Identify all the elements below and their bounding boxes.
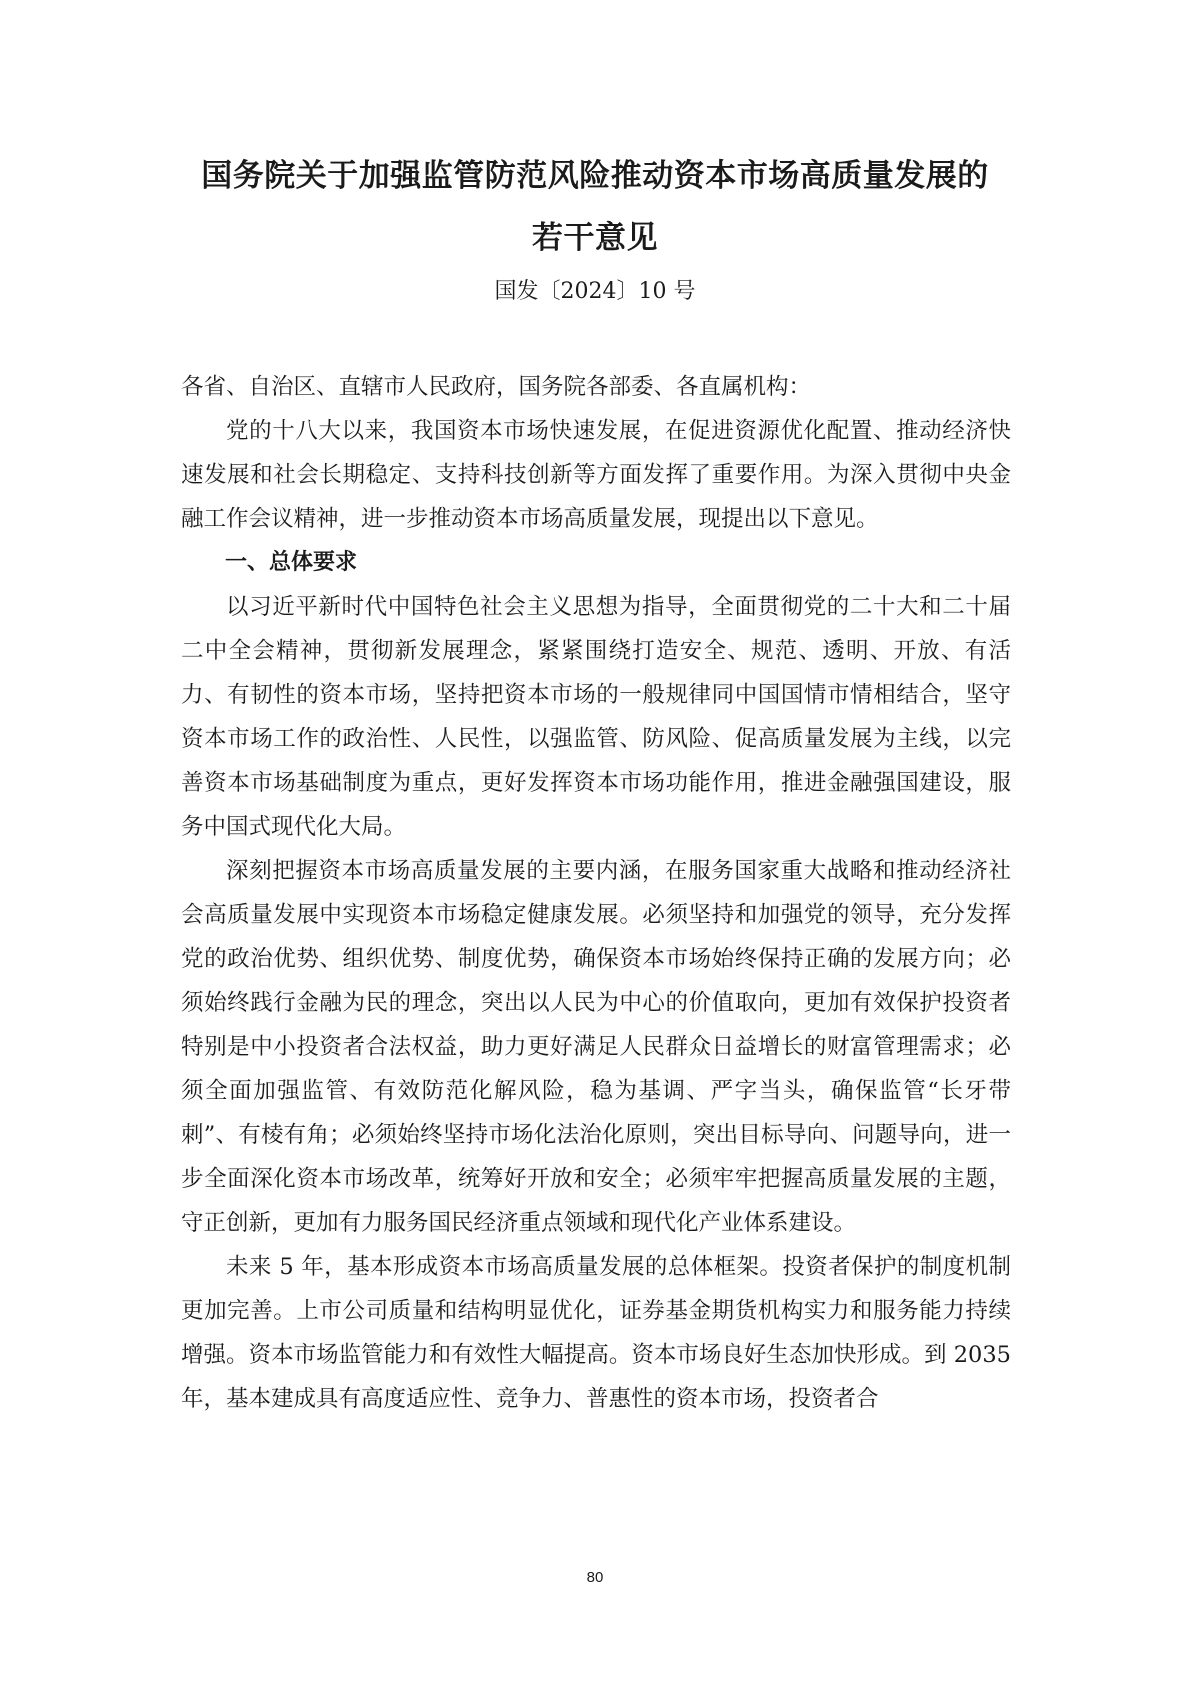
paragraph-guiding-thought: 以习近平新时代中国特色社会主义思想为指导，全面贯彻党的二十大和二十届二中全会精神，贯彻新发展理念，紧紧围绕打造安全、规范、透明、开放、有活力、有韧性的资本市场，坚持把资本市场的一般规律同中国国情市情相结合，坚守资本市场工作的政治性、人民性，以强监管、防风险、促高质量发展为主线，以完善资本市场基础制度为重点，更好发挥资本市场功能作用，推进金融强国建设，服务中国式现代化大局。 [181, 594, 1011, 840]
section-heading: 一、总体要求 [225, 550, 358, 575]
paragraph-connotation: 深刻把握资本市场高质量发展的主要内涵，在服务国家重大战略和推动经济社会高质量发展中实现资本市场稳定健康发展。必须坚持和加强党的领导，充分发挥党的政治优势、组织优势、制度优势，确保资本市场始终保持正确的发展方向；必须始终践行金融为民的理念，突出以人民为中心的价值取向，更加有效保护投资者特别是中小投资者合法权益，助力更好满足人民群众日益增长的财富管理需求；必须全面加强监管、有效防范化解风险，稳为基调、严字当头，确保监管“长牙带刺”、有棱有角；必须始终坚持市场化法治化原则，突出目标导向、问题导向，进一步全面深化资本市场改革，统筹好开放和安全；必须牢牢把握高质量发展的主题，守正创新，更加有力服务国民经济重点领域和现代化产业体系建设。 [181, 858, 1011, 1236]
paragraph-goals: 未来 5 年，基本形成资本市场高质量发展的总体框架。投资者保护的制度机制更加完善。上市公司质量和结构明显优化，证券基金期货机构实力和服务能力持续增强。资本市场监管能力和有效性大幅提高。资本市场良好生态加快形成。到 2035 年，基本建成具有高度适应性、竞争力、普惠性的资本市场，投资者合 [181, 1254, 1011, 1412]
page-number: 80 [586, 1569, 604, 1586]
document-title-line-1: 国务院关于加强监管防范风险推动资本市场高质量发展的 [201, 158, 989, 194]
salutation: 各省、自治区、直辖市人民政府，国务院各部委、各直属机构： [181, 374, 812, 400]
document-title-line-2: 若干意见 [532, 220, 658, 256]
paragraph-intro: 党的十八大以来，我国资本市场快速发展，在促进资源优化配置、推动经济快速发展和社会长期稳定、支持科技创新等方面发挥了重要作用。为深入贯彻中央金融工作会议精神，进一步推动资本市场高质量发展，现提出以下意见。 [181, 418, 1011, 532]
document-body [181, 365, 1011, 1421]
document-number: 国发〔2024〕10 号 [494, 279, 696, 304]
